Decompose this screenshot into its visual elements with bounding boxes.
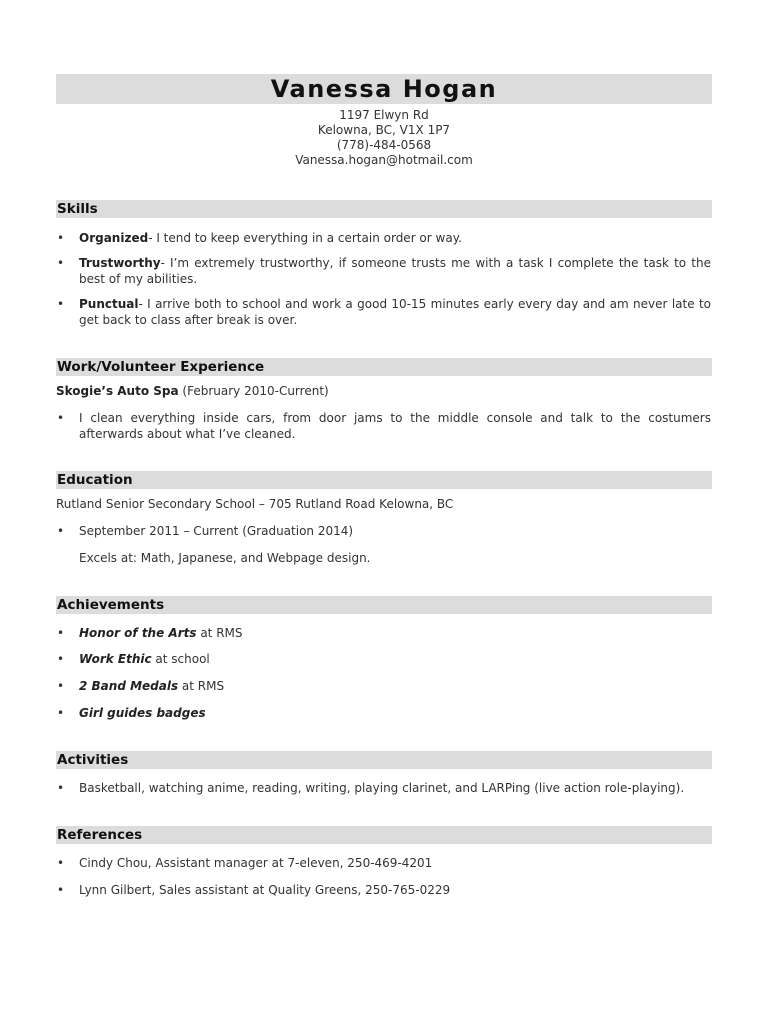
- name-banner: [56, 74, 712, 104]
- references-section: [56, 826, 712, 897]
- bullet-icon: •: [57, 883, 65, 897]
- skills-section: [56, 200, 712, 327]
- work-heading: Work/Volunteer Experience: [56, 358, 712, 376]
- employment-dates: (February 2010-Current): [178, 384, 329, 398]
- address-line-1: 1197 Elwyn Rd: [339, 108, 429, 122]
- references-heading: References: [56, 826, 712, 844]
- activity-text: Basketball, watching anime, reading, writing, playing clarinet, and LARPing (live action role-playing).: [79, 781, 685, 795]
- achievements-heading: Achievements: [56, 596, 712, 614]
- bullet-icon: •: [57, 706, 65, 720]
- bullet-icon: •: [57, 297, 65, 311]
- bullet-icon: •: [57, 411, 65, 425]
- bullet-icon: •: [57, 256, 65, 270]
- bullet-icon: •: [57, 856, 65, 870]
- bullet-icon: •: [57, 652, 65, 666]
- achievement-text: at RMS: [196, 626, 243, 640]
- achievement-label: 2 Band Medals: [79, 679, 179, 693]
- bullet-icon: •: [57, 679, 65, 693]
- education-heading: Education: [56, 471, 712, 489]
- skill-label: Punctual: [79, 297, 139, 311]
- bullet-icon: •: [57, 524, 65, 538]
- skill-text: - I arrive both to school and work a good 10-15 minutes early every day and am never late to get back to class after break is over.: [79, 297, 711, 327]
- work-duty-text: I clean everything inside cars, from door jams to the middle console and talk to the costumers afterwards about what I’ve cleaned.: [79, 411, 711, 441]
- achievement-text: at school: [151, 652, 210, 666]
- reference-text: Lynn Gilbert, Sales assistant at Quality Greens, 250-765-0229: [79, 883, 451, 897]
- excels-line: Excels at: Math, Japanese, and Webpage design.: [79, 551, 371, 565]
- skills-heading: Skills: [56, 200, 712, 218]
- bullet-icon: •: [57, 781, 65, 795]
- phone-number: (778)-484-0568: [336, 138, 432, 152]
- skill-label: Trustworthy: [79, 256, 161, 270]
- skill-text: - I tend to keep everything in a certain order or way.: [148, 231, 462, 245]
- bullet-icon: •: [57, 231, 65, 245]
- employer-line: [56, 383, 329, 399]
- work-section: [56, 358, 712, 441]
- bullet-icon: •: [57, 626, 65, 640]
- contact-block: [56, 108, 712, 168]
- achievement-label: Work Ethic: [79, 652, 152, 666]
- applicant-name: Vanessa Hogan: [270, 75, 498, 103]
- reference-text: Cindy Chou, Assistant manager at 7-eleven, 250-469-4201: [79, 856, 433, 870]
- achievement-text: at RMS: [178, 679, 225, 693]
- achievement-label: Honor of the Arts: [79, 626, 197, 640]
- skill-text: - I’m extremely trustworthy, if someone trusts me with a task I complete the task to the best of my abilities.: [79, 256, 711, 286]
- education-dates: September 2011 – Current (Graduation 2014): [79, 524, 354, 538]
- email-address: Vanessa.hogan@hotmail.com: [295, 153, 473, 167]
- achievement-label: Girl guides badges: [79, 706, 206, 720]
- skill-label: Organized: [79, 231, 149, 245]
- education-section: [56, 471, 712, 565]
- activities-section: [56, 751, 712, 795]
- school-line: Rutland Senior Secondary School – 705 Rutland Road Kelowna, BC: [56, 497, 454, 511]
- activities-heading: Activities: [56, 751, 712, 769]
- achievements-section: [56, 596, 712, 720]
- address-line-2: Kelowna, BC, V1X 1P7: [317, 123, 451, 137]
- employer-name: Skogie’s Auto Spa: [56, 384, 179, 398]
